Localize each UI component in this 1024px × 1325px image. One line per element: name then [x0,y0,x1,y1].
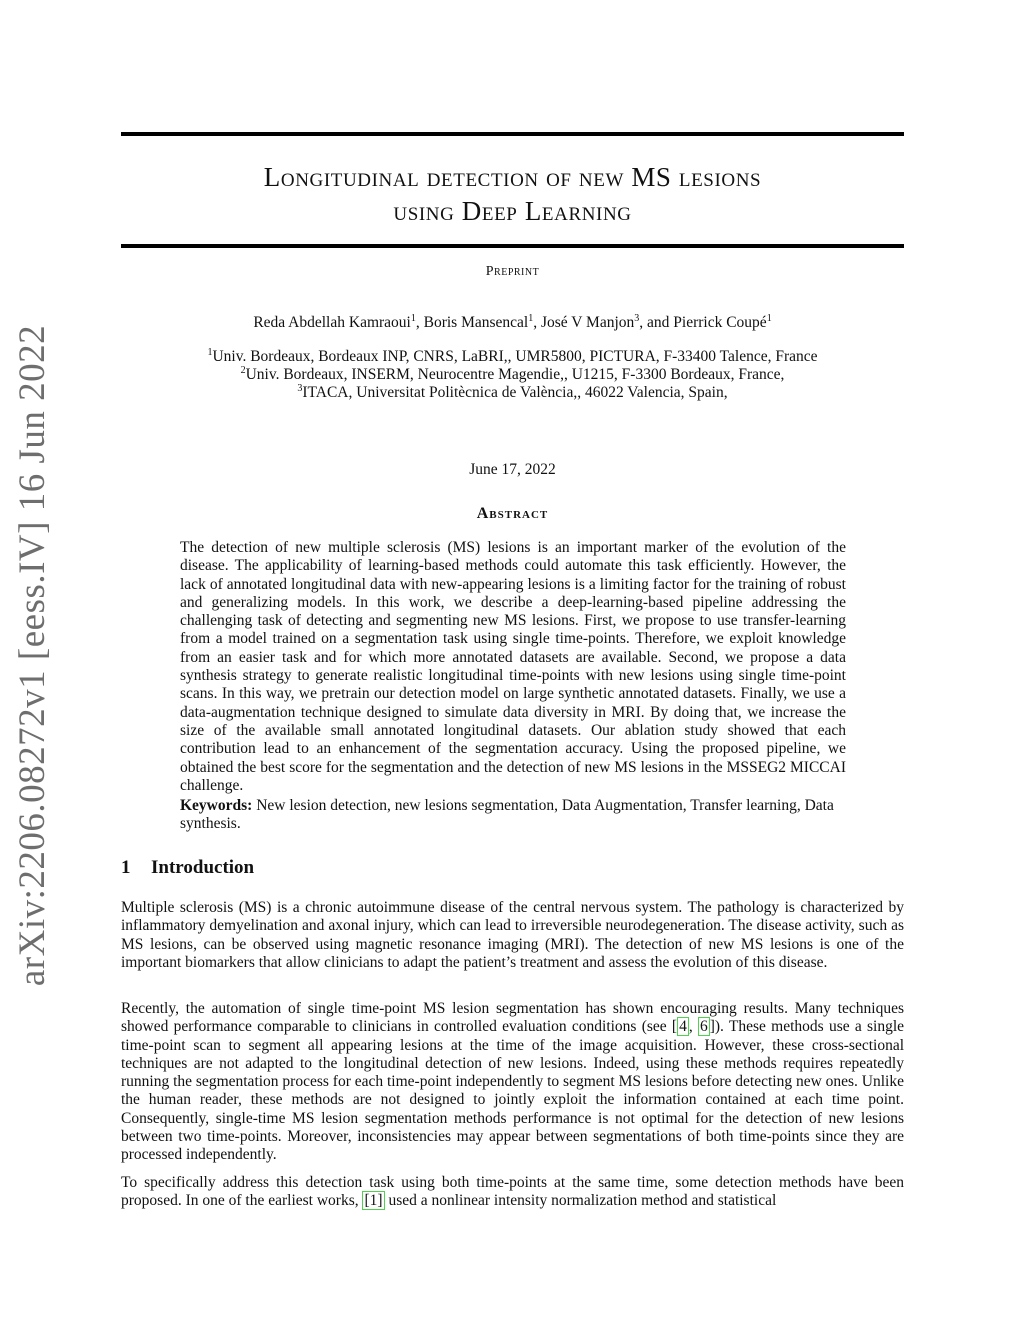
title-bottom-rule [121,244,904,248]
affil-sup: 2 [240,364,246,376]
affiliation-line [121,348,904,366]
para-text: , [688,1018,698,1036]
citation-link[interactable]: 4 [679,1018,687,1036]
affiliation-line [121,366,904,384]
intro-paragraph-3 [121,1174,904,1211]
author-name: and Pierrick Coupé [647,314,767,331]
arxiv-id: arXiv:2206.08272v1 [eess.IV] 16 Jun 2022 [12,324,54,986]
citation-link[interactable]: 6 [699,1018,708,1036]
title-line-2: using Deep Learning [393,196,632,226]
para-text: To specifically address this detection task using both time-points at the same time, some detection methods have been proposed. In one of the earliest works, [121,1174,904,1210]
affiliation-line [121,384,904,402]
affil-text: ITACA, Universitat Politècnica de València,, 46022 Valencia, Spain, [302,384,728,401]
author-name: José V Manjon [540,314,635,331]
affil-sup: 3 [297,382,303,394]
author-list: Reda Abdellah Kamraoui$^1$, Boris Mansencal$^1$, José V Manjon$^3$, and Pierrick Coupé$^1$ [253,312,772,331]
arxiv-stamp [0,324,66,986]
abstract-text: The detection of new multiple sclerosis (MS) lesions is an important marker of the evolution of the disease. The applicability of learning-based methods could automate this task efficiently. However, the lack of annotated longitudinal data with new-appearing lesions is a limiting factor for the training of robust and generalizing models. In this work, we describe a deep-learning-based pipeline addressing the challenging task of detecting and segmenting new MS lesions. First, we propose to use transfer-learning from a model trained on a segmentation task using single time-points. Therefore, we exploit knowledge from an easier task and for which more annotated datasets are available. Second, we propose a data synthesis strategy to generate realistic longitudinal time-points with new lesions using single time-point scans. In this way, we pretrain our detection model on large synthetic annotated datasets. Finally, we use a data-augmentation technique designed to simulate data diversity in MRI. By doing that, we increase the size of the available small annotated longitudinal datasets. Our ablation study showed that each contribution lead to an enhancement of the segmentation accuracy. Using the proposed pipeline, we obtained the best score for the segmentation and the detection of new MS lesions in the MSSEG2 MICCAI challenge. [180,539,846,794]
author-name: Reda Abdellah Kamraoui [253,314,411,331]
paper-title [121,160,904,228]
keywords-label: Keywords: [180,797,253,814]
author-name: Boris Mansencal [423,314,529,331]
title-line-1: Longitudinal detection of new MS lesions [263,162,762,192]
affiliations [121,348,904,402]
section-title: Introduction [151,857,255,878]
citation-link[interactable]: [1] [364,1192,383,1210]
para-text: used a nonlinear intensity normalization method and statistical [384,1192,777,1210]
author-affil-sup: 1 [528,312,534,324]
author-affil-sup: 3 [634,312,640,324]
keywords-text: New lesion detection, new lesions segmentation, Data Augmentation, Transfer learning, Data synthesis. [180,797,834,833]
affil-text: Univ. Bordeaux, Bordeaux INP, CNRS, LaBRI,, UMR5800, PICTURA, F-33400 Talence, France [212,348,818,365]
keywords [180,797,846,834]
section-number: 1 [121,857,131,878]
author-affil-sup: 1 [766,312,772,324]
abstract-heading: Abstract [476,505,549,522]
intro-paragraph-1: Multiple sclerosis (MS) is a chronic autoimmune disease of the central nervous system. The pathology is characterized by inflammatory demyelination and axonal injury, which can lead to irreversible neurodegeneration. The disease activity, such as MS lesions, can be observed using magnetic resonance imaging (MRI). The detection of new MS lesions is one of the important biomarkers that allow clinicians to adapt the patient’s treatment and assess the evolution of this disease. [121,899,904,971]
preprint-label: Preprint [485,264,540,279]
para-text: Recently, the automation of single time-point MS lesion segmentation has shown encouraging results. Many techniques showed performance comparable to clinicians in controlled evaluation conditions (see [ [121,1000,904,1036]
para-text: ]). These methods use a single time-point scan to segment all appearing lesions at the time of the image acquisition. However, these cross-sectional techniques are not adapted to the longitudinal detection of new lesions. Indeed, using these methods requires repeatedly running the segmentation process for each time-point independently to segment MS lesions before detecting new ones. Unlike the human reader, these methods are not designed to jointly exploit the information contained at each time point. Consequently, single-time MS lesion segmentation methods performance is not optimal for the detection of new lesions between two time-points. Moreover, inconsistencies may appear between segmentations of both time-points since they are processed independently. [121,1018,905,1164]
affil-sup: 1 [207,346,213,358]
intro-paragraph-2 [121,1000,904,1165]
affil-text: Univ. Bordeaux, INSERM, Neurocentre Magendie,, U1215, F-3300 Bordeaux, France, [245,366,785,383]
author-affil-sup: 1 [410,312,416,324]
title-top-rule [121,132,904,136]
section-heading [121,857,254,879]
paper-date: June 17, 2022 [469,461,556,478]
